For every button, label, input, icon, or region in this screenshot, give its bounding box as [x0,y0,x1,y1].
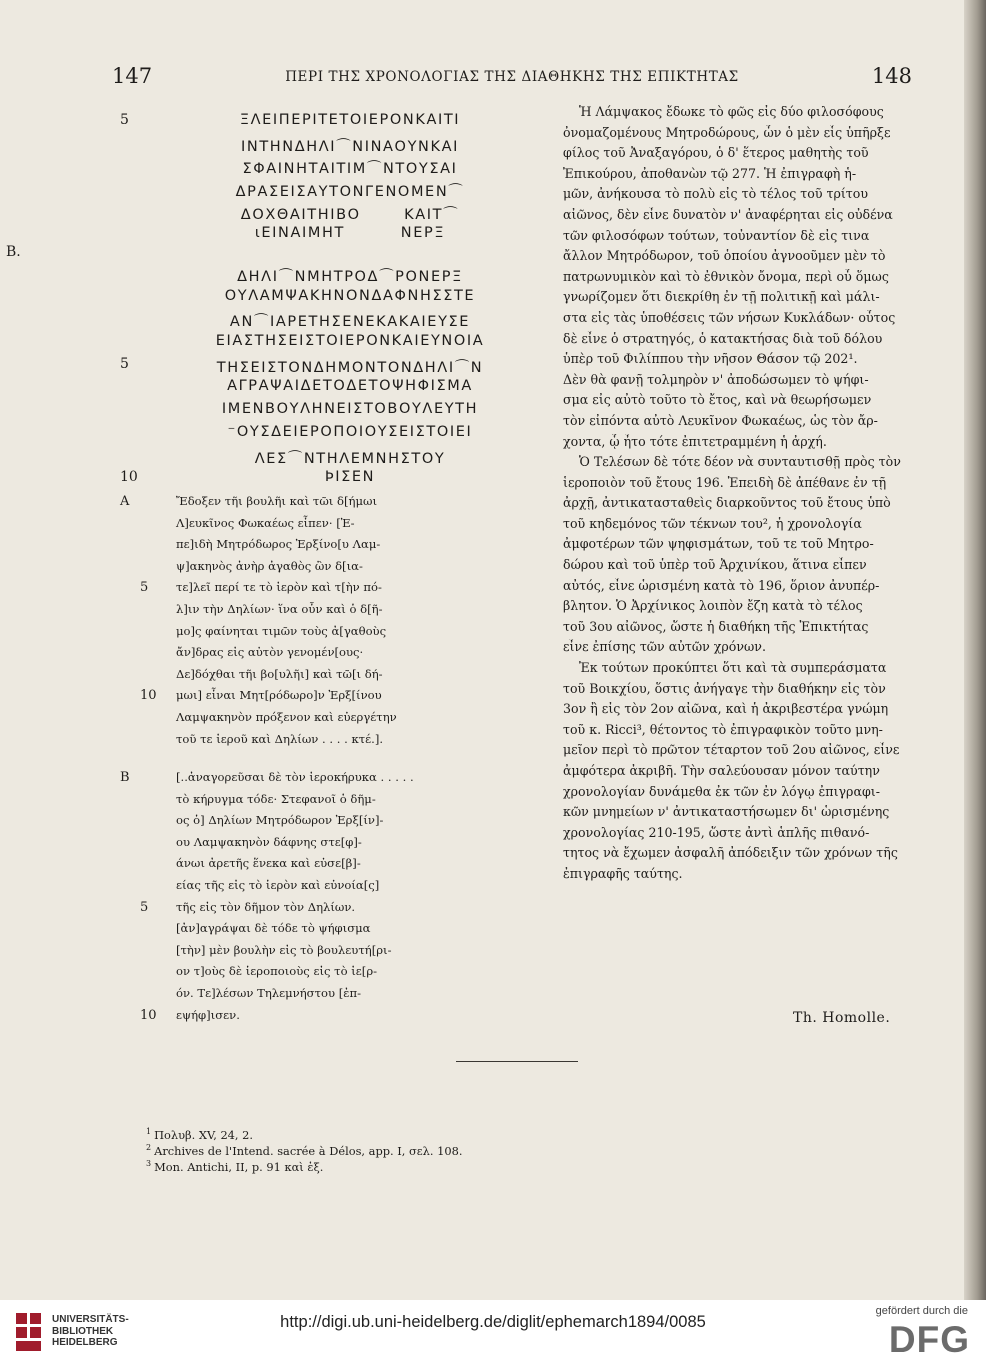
transcription-line [120,856,460,878]
inscription-line [120,447,550,470]
transcription-text: εψήφ]ισεν. [176,1007,240,1022]
inscription-text: ÞΙΣΕΝ [324,469,376,486]
inscription-line [120,203,550,226]
commentary-line: κῶν μνημείων ν' ἀντικαταστήσωμεν δι' ὡρισμένης [563,804,890,820]
commentary-line: χρονολογίαν δυνάμεθα ἐκ τῶν ἐν λόγῳ ἐπιγραφι- [563,783,880,799]
transcription-line [120,710,460,732]
inscription-majuscule-b [120,265,550,492]
commentary-line: τοῦ Βοικχίου, ὅστις ἀνήγαγε τὴν διαθήκην εἰς τὸν [563,680,886,696]
line-number: 5 [140,580,149,596]
inscription-line [120,424,550,447]
transcription-line [120,921,460,943]
transcription-text: [ἀν]αγράψαι δὲ τόδε τὸ ψήφισμα [176,921,371,936]
commentary-line: Ἡ Λάμψακος ἔδωκε τὸ φῶς εἰς δύο φιλοσόφους [579,104,884,119]
line-number: 10 [120,469,138,486]
inscription-line [120,378,550,401]
transcription-line [120,559,460,581]
inscription-line [120,225,550,248]
commentary-line: τοῦ κ. Ricci³, θέτοντος τὸ ἐπιγραφικὸν τοῦτο μνη- [563,721,883,737]
transcription-line [120,602,460,624]
transcription-text: ον τ]οὺς δὲ ἱεροποιοὺς εἰς τὸ ἱε[ρ- [176,964,378,979]
footnote-mark: 3 [146,1159,152,1168]
transcription-text: ἄν]δρας εἰς αὐτὸν γενομέν[ους· [176,645,364,660]
commentary-line: τῶν φιλοσόφων τούτων, τοὐναντίον δὲ εἰς τινα [563,227,870,243]
commentary-line: μῶν, ἀνήκουσα τὸ πολὺ εἰς τὸ τέλος τοῦ τρίτου [563,186,868,202]
transcription-text: άνωι ἀρετῆς ἕνεκα καὶ εὐσε[β]- [176,856,361,871]
transcription-text: τε]λεῖ περί τε τὸ ἱερὸν καὶ τ[ὴν πό- [176,580,382,595]
inscription-text: ΙΜΕΝΒΟΥΛΗΝΕΙΣΤΟΒΟΥΛΕΥΤΗ [221,401,479,418]
commentary-column [563,104,941,887]
commentary-line: 3ον ἢ εἰς τὸν 2ον αἰῶνα, καὶ ἡ ἀκριβεστέρα γνώμη [563,701,889,717]
transcription-line [120,943,460,965]
footnote-text: Πολυβ. XV, 24, 2. [154,1127,254,1142]
transcription-line [120,624,460,646]
line-number: 5 [140,899,149,915]
transcription-line [120,964,460,986]
transcription-text: Λαμψακηνὸν πρόξενον καὶ εὐεργέτην [176,709,397,724]
commentary-line: βλητον. Ὁ Ἀρχίνικος λοιπὸν ἔζη κατὰ τὸ τέλος [563,598,863,614]
library-name: UNIVERSITÄTS- BIBLIOTHEK HEIDELBERG [52,1314,129,1348]
inscription-text: ΔΗΛΙ⌒ΝΜΗΤΡΟΔ⌒ΡΟΝΕΡΞ [237,269,463,285]
commentary-line: πατρωνυμικὸν καὶ τὸ ἐθνικὸν ὄνομα, περὶ οὗ ὅμως [563,268,889,284]
transcription-line [120,537,460,559]
commentary-line: ἱεροποιὸν τοῦ ἔτους 196. Ἐπειδὴ δὲ ἀπέθανε ἐν τῇ [563,474,887,490]
footnote-mark: 1 [146,1127,152,1136]
transcription-text: τὸ κήρυγμα τόδε· Στεφανοῖ ὁ δῆμ- [176,791,376,806]
section-label: Β [120,770,130,785]
commentary-line: τοῦ 3ου αἰῶνος, ὥστε ἡ διαθήκη τῆς Ἐπικτήτας [563,618,869,634]
funded-by-label: gefördert durch die [875,1305,968,1317]
inscription-line [120,112,550,135]
inscription-line [120,265,550,288]
commentary-line: ἄλλον Μητρόδωρον, τοῦ ὁποίου ἀγνοοῦμεν μὲν τὸ [563,248,886,264]
inscription-line [120,180,550,203]
inscription-line [120,288,550,311]
inscription-text: ΣΦΑΙΝΗΤΑΙΤΙΜ⌒ΝΤΟΥΣΑΙ [242,161,458,178]
transcription-text: όν. Τε]λέσων Τηλεμνήστου [ἐπ- [176,985,362,1000]
commentary-line: αὐτός, εἶνε ὡρισμένη κατὰ τὸ 196, ὅριον ἀνυπέρ- [563,577,880,593]
commentary-line: τοῦ κηδεμόνος τῶν τέκνων του², ἡ χρονολογία [563,515,862,531]
commentary-line: ἀμφότερα ἀκριβῆ. Τὴν σαλεύουσαν μόνον ταύτην [563,763,880,778]
page-number-left: 147 [112,64,153,88]
commentary-line: στα εἰς τὰς ὑποθέσεις τῶν νήσων Κυκλάδων· οὗτος [563,309,896,325]
transcription-line [120,732,460,754]
commentary-line: Ὁ Τελέσων δὲ τότε δέον νὰ συνταυτισθῇ πρὸς τὸν [579,454,901,470]
transcription-text: Λ]ευκῖνος Φωκαέως εἶπεν· [Ἐ- [176,515,355,530]
transcription-line [120,494,460,516]
footnote-text: Mon. Antichi, II, p. 91 καὶ ἑξ. [154,1159,324,1174]
inscription-text: ⁻ΟΥΣΔΕΙΕΡΟΠΟΙΟΥΣΕΙΣΤΟΙΕΙ [227,423,473,440]
permalink-url[interactable]: http://digi.ub.uni-heidelberg.de/diglit/ephemarch1894/0085 [280,1313,706,1331]
transcription-text: μωι] εἶναι Μητ[ρόδωρο]ν Ἐρξ[ίνου [176,688,382,703]
commentary-line: Δὲν θὰ φανῇ τολμηρὸν ν' ἀποδώσωμεν τὸ ψήφι- [563,371,869,387]
transcription-text: μο]ς φαίνηται τιμῶν τοὺς ἀ[γαθοὺς [176,623,387,638]
transcription-text: πε]ιδὴ Μητρόδωρος Ἐρξίνο[υ Λαμ- [176,537,381,552]
footnote-text: Archives de l'Intend. sacrée à Délos, app. I, σελ. 108. [154,1143,463,1158]
footnotes [146,1127,463,1175]
transcription-text: [τὴν] μὲν βουλὴν εἰς τὸ βουλευτή[ρι- [176,942,392,957]
commentary-line: αἰῶνος, δὲν εἶνε δυνατὸν ν' ἀναφέρηται εἰς οὐδένα [563,206,893,222]
inscription-text: ΑΝ⌒ΙΑΡΕΤΗΣΕΝΕΚΑΚΑΙΕΥΣΕ [229,314,471,331]
inscription-text: ΛΕΣ⌒ΝΤΗΛΕΜΝΗΣΤΟΥ [254,450,446,467]
transcription-text: είας τῆς εἰς τὸ ἱερὸν καὶ εὐνοία[ς] [176,877,380,892]
transcription-line [120,1008,460,1030]
inscription-text: ιΕΙΝΑΙΜΗΤ ΝΕΡΞ [254,225,446,242]
inscription-text: ΕΙΑΣΤΗΣΕΙΣΤΟΙΕΡΟΝΚΑΙΕΥΝΟΙΑ [215,333,485,350]
transcription-line [120,900,460,922]
transcription-line [120,580,460,602]
author-signature: Th. Homolle. [793,1010,891,1026]
inscription-line [120,469,550,492]
page-number-right: 148 [871,64,912,88]
dfg-logo: DFG [888,1319,970,1360]
commentary-line: ἐπιγραφῆς ταύτης. [563,865,683,881]
inscription-line [120,157,550,180]
book-binding-edge [964,0,986,1300]
commentary-line: ἀρχῇ, ἀντικατασταθεὶς διαρκοῦντος τοῦ ἔτους ὑπὸ [563,495,891,511]
inscription-text: ΟΥΛΑΜΨΑΚΗΝΟΝΔΑΦΝΗΣΣΤΕ [224,287,476,304]
running-head [112,64,912,92]
inscription-text: ΑΓΡΑΨΑΙΔΕΤΟΔΕΤΟΨΗΦΙΣΜΑ [227,378,473,395]
transcription-line [120,516,460,538]
inscription-line [120,333,550,356]
commentary-line: Ἐπικούρου, ἀποθανὼν τῷ 277. Ἡ ἐπιγραφὴ ἡ- [563,165,857,181]
commentary-line: χοντα, ᾧ ἦτο τότε ἐπιτετραμμένη ἡ ἀρχή. [563,433,827,449]
transcription-text: Δε]δόχθαι τῆι βο[υλῆι] καὶ τῶ[ι δή- [176,666,383,681]
inscription-text: ΞΛΕΙΠΕΡΙΤΕΤΟΙΕΡΟΝΚΑΙΤΙ [239,112,461,128]
inscription-text: ΤΗΣΕΙΣΤΟΝΔΗΜΟΝΤΟΝΔΗΛΙ⌒Ν [216,359,484,376]
transcription-text: τοῦ τε ἱεροῦ καὶ Δηλίων . . . . κτέ.]. [176,731,384,746]
viewer-footer [0,1300,986,1367]
transcription-line [120,878,460,900]
inscription-b-label: Β. [6,244,21,260]
transcription-text: ος ὁ] Δηλίων Μητρόδωρον Ἐρξ[ίν]- [176,813,384,828]
transcription-text: Ἔδοξεν τῆι βουλῆι καὶ τῶι δ[ήμωι [176,494,378,508]
transcription-line [120,667,460,689]
commentary-line: Ἐκ τούτων προκύπτει ὅτι καὶ τὰ συμπεράσματα [579,660,887,676]
transcription-text: [..ἀναγορεῦσαι δὲ τὸν ἱεροκήρυκα . . . . . [176,770,414,784]
inscription-line [120,135,550,158]
commentary-line: φίλος τοῦ Ἀναξαγόρου, ὁ δ' ἕτερος μαθητὴς τοῦ [563,145,869,161]
commentary-line: ὀνομαζομένους Μητροδώρους, ὧν ὁ μὲν εἷς ὑπῆρξε [563,124,891,140]
transcription-line [120,813,460,835]
inscription-line [120,310,550,333]
commentary-line: ἀμφοτέρων τῶν ψηφισμάτων, τοῦ τε τοῦ Μητρο- [563,536,874,552]
commentary-line: γνωρίζομεν ὅτι διεκρίθη ἐν τῇ πολιτικῇ καὶ μάλι- [563,289,880,305]
footnote [146,1159,463,1175]
transcription-line [120,770,460,792]
transcription-text: λ]ιν τὴν Δηλίων· ἵνα οὖν καὶ ὁ δ[ῆ- [176,601,383,616]
footnote [146,1143,463,1159]
line-number: 5 [120,112,129,128]
commentary-line: τητος νὰ ἔχωμεν ἀσφαλῆ ἀπόδειξιν τῶν χρόνων τῆς [563,845,898,861]
transcription-line [120,986,460,1008]
transcription-text: ψ]ακηνὸς ἀνὴρ ἀγαθὸς ὢν δ[ια- [176,558,363,573]
transcription-b [120,770,460,1029]
footnote-rule [456,1061,578,1062]
transcription-text: ου Λαμψακηνὸν δάφνης στε[φ]- [176,834,362,849]
running-title: ΠΕΡΙ ΤΗΣ ΧΡΟΝΟΛΟΓΙΑΣ ΤΗΣ ΔΙΑΘΗΚΗΣ ΤΗΣ ΕΠΙΚΤΗΤΑΣ [285,69,739,85]
inscription-line [120,356,550,379]
transcription-text: τῆς εἰς τὸν δῆμον τὸν Δηλίων. [176,899,356,914]
commentary-line: ὑπὲρ τοῦ Φιλίππου τὴν νῆσον Θάσον τῷ 202¹. [563,351,858,367]
commentary-line: εἶνε ἐπίσης τῶν αὐτῶν χρόνων. [563,639,766,655]
section-label: Α [120,494,130,509]
commentary-line: σμα εἰς αὐτὸ τοῦτο τὸ ἔτος, καὶ νὰ θεωρήσωμεν [563,392,872,408]
footnote-mark: 2 [146,1143,152,1152]
inscription-text: ΙΝΤΗΝΔΗΛΙ⌒ΝΙΝΑΟΥΝΚΑΙ [241,138,459,155]
inscription-line [120,401,550,424]
commentary-line: μεῖον περὶ τὸ πρῶτον τέταρτον τοῦ 2ου αἰῶνος, εἶνε [563,742,900,758]
commentary-line: δὲ εἶνε ὁ στρατηγός, ὁ κατακτήσας διὰ τοῦ δόλου [563,330,883,346]
transcription-a [120,494,460,753]
transcription-line [120,645,460,667]
transcription-line [120,835,460,857]
footnote [146,1127,463,1143]
inscription-text: ΔΡΑΣΕΙΣΑΥΤΟΝΓΕΝΟΜΕΝ⌒ [235,184,465,201]
transcription-line [120,688,460,710]
line-number: 5 [120,355,129,372]
transcription-line [120,792,460,814]
line-number: 10 [140,1007,157,1023]
line-number: 10 [140,688,157,704]
commentary-line: τὸν εἰπόντα αὐτὸ Λευκῖνον Φωκαέως, ὡς τὸν ἄρ- [563,412,878,428]
inscription-text: ΔΟΧΘΑΙΤΗΙΒΟ ΚΑΙΤ⌒ [240,206,460,223]
commentary-line: χρονολογίας 210-195, ὥστε ἀντὶ ἁπλῆς πιθανό- [563,824,870,840]
inscription-majuscule-a [120,112,550,248]
commentary-line: δώρου καὶ τοῦ ὑπὲρ τοῦ Ἀρχινίκου, ἅτινα εἶπεν [563,557,867,573]
